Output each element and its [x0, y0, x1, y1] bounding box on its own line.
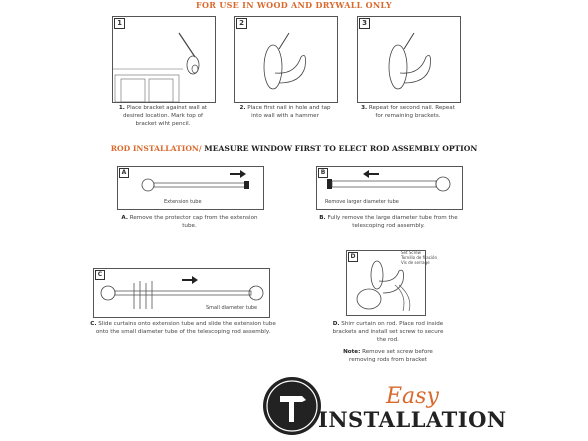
option-letter: B — [318, 168, 328, 178]
step-2-number-label: 2. — [239, 105, 246, 111]
option-a-label: Extension tube — [164, 199, 202, 205]
option-d-caption — [332, 320, 444, 344]
option-c-label: Small diameter tube — [206, 305, 258, 311]
option-b-text: Fully remove the large diameter tube from the telescoping rod assembly. — [327, 215, 458, 229]
option-a-caption — [117, 214, 262, 230]
option-a-panel — [117, 166, 264, 210]
option-a-letter-label: A. — [121, 215, 128, 221]
step-3-number-label: 3. — [361, 105, 368, 111]
set-screw-label-fr: Vis de serrage — [401, 260, 430, 265]
option-c-letter-label: C. — [90, 321, 97, 327]
step-1-panel — [112, 16, 216, 103]
step-1-text: Place bracket against wall at desired location. Mark top of bracket wiht pencil. — [122, 105, 208, 127]
page-heading: FOR USE IN WOOD AND DRYWALL ONLY — [196, 0, 392, 10]
option-b-panel — [316, 166, 463, 210]
option-d-note — [332, 348, 444, 364]
set-screw-label-es: Tornillo de fijación — [401, 255, 438, 260]
hammer-icon — [262, 376, 322, 436]
option-d-panel — [346, 250, 438, 316]
step-3-panel — [357, 16, 461, 103]
note-label: Note: — [343, 349, 361, 355]
step-2-text: Place first nail in hole and tap into wall with a hammer — [247, 105, 331, 119]
option-c-text: Slide curtains onto extension tube and slide the extension tube onto the small diameter tube of the telescoping rod assembly. — [95, 321, 276, 335]
option-letter: C — [95, 270, 105, 280]
option-letter: D — [348, 252, 358, 262]
step-number: 2 — [236, 18, 247, 29]
step-number: 3 — [359, 18, 370, 29]
step-2-illustration — [235, 17, 337, 102]
step-2-caption — [234, 104, 336, 120]
option-letter: A — [119, 168, 129, 178]
rod-installation-heading — [0, 144, 588, 153]
option-d-text: Shirr curtain on rod. Place rod inside brackets and install set screw to secure the rod. — [332, 321, 444, 343]
step-number: 1 — [114, 18, 125, 29]
option-c-caption — [88, 320, 278, 336]
easy-title: Easy — [386, 384, 439, 409]
option-d-label — [401, 250, 437, 265]
set-screw-label: Set Screw — [401, 250, 421, 255]
option-b-label: Remove larger diameter tube — [325, 199, 399, 205]
step-1-illustration — [113, 17, 215, 102]
option-c-panel — [93, 268, 270, 318]
note-text: Remove set screw before removing rods from bracket — [349, 349, 433, 363]
step-3-text: Repeat for second nail. Repeat for remaining brackets. — [368, 105, 455, 119]
step-1-number-label: 1. — [118, 105, 125, 111]
step-3-caption — [357, 104, 459, 120]
rod-heading-text: MEASURE WINDOW FIRST TO ELECT ROD ASSEMBLY OPTION — [201, 144, 478, 153]
step-3-illustration — [358, 17, 460, 102]
option-b-caption — [316, 214, 461, 230]
installation-title: INSTALLATION — [318, 407, 507, 432]
step-1-caption — [112, 104, 214, 128]
option-b-letter-label: B. — [319, 215, 326, 221]
option-a-text: Remove the protector cap from the extension tube. — [129, 215, 258, 229]
rod-heading-accent: ROD INSTALLATION/ — [110, 144, 202, 153]
step-2-panel — [234, 16, 338, 103]
option-d-letter-label: D. — [332, 321, 340, 327]
